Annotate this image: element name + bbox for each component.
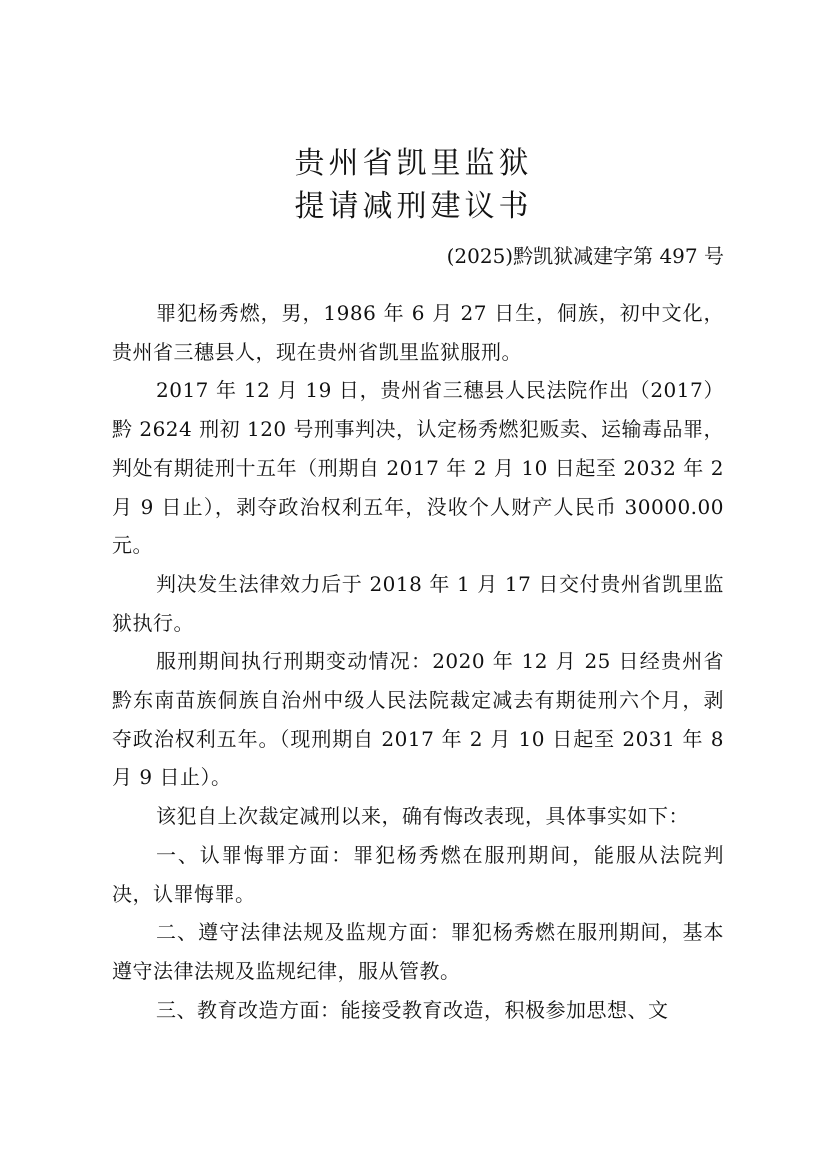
organization-title: 贵州省凯里监狱 <box>294 146 533 181</box>
paragraph-original-judgment: 2017 年 12 月 19 日，贵州省三穗县人民法院作出（2017）黔 2624 刑初 120 号刑事判决，认定杨秀燃犯贩卖、运输毒品罪，判处有期徒刑十五年（刑期自 2017 年 2 月 10 日起至 2032 年 2 月 9 日止），剥夺政治权利五年，没收个人财产人民币 30000.00 元。 <box>112 378 725 558</box>
paragraph-criminal-info: 罪犯杨秀燃，男，1986 年 6 月 27 日生，侗族，初中文化，贵州省三穗县人，现在贵州省凯里监狱服刑。 <box>112 301 724 364</box>
paragraph-point-3: 三、教育改造方面：能接受教育改造，积极参加思想、文 <box>156 997 669 1022</box>
paragraph-sentence-changes: 服刑期间执行刑期变动情况：2020 年 12 月 25 日经贵州省黔东南苗族侗族自治州中级人民法院裁定减去有期徒刑六个月，剥夺政治权利五年。（现刑期自 2017 年 2 月 10 日起至 2031 年 8 月 9 日止）。 <box>112 649 724 790</box>
document-title: 提请减刑建议书 <box>294 189 533 224</box>
document-body <box>112 294 724 1029</box>
paragraph-repentance-summary: 该犯自上次裁定减刑以来，确有悔改表现，具体事实如下： <box>156 804 689 829</box>
paragraph-point-1: 一、认罪悔罪方面：罪犯杨秀燃在服刑期间，能服从法院判决，认罪悔罪。 <box>112 842 724 906</box>
paragraph-delivery: 判决发生法律效力后于 2018 年 1 月 17 日交付贵州省凯里监狱执行。 <box>112 571 724 635</box>
document-number: (2025)黔凯狱减建字第 497 号 <box>446 244 724 268</box>
paragraph-point-2: 二、遵守法律法规及监规方面：罪犯杨秀燃在服刑期间，基本遵守法律法规及监规纪律，服从管教。 <box>112 920 724 983</box>
